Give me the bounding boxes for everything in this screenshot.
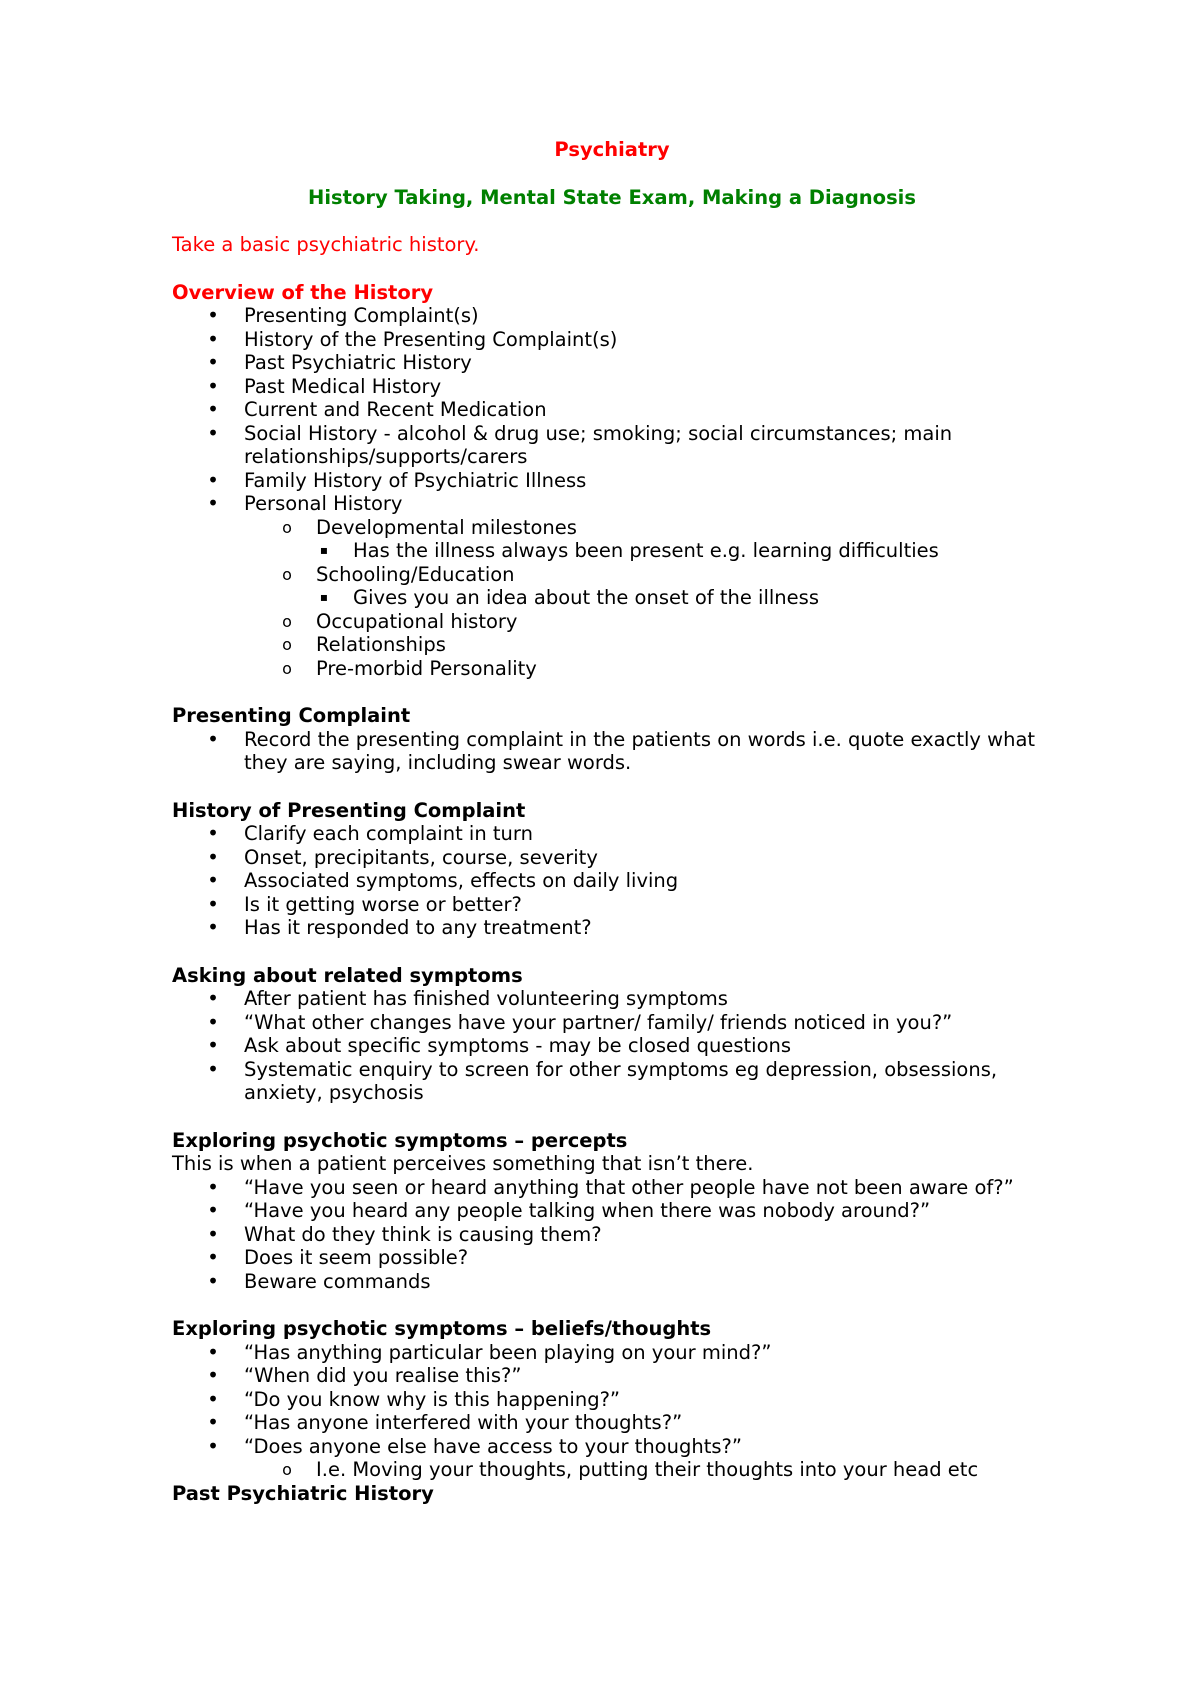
list-item-text: Onset, precipitants, course, severity — [244, 845, 598, 869]
square-bullet-icon: ▪ — [319, 543, 329, 557]
sub-sub-list-item — [172, 539, 1052, 563]
bullet-icon: • — [207, 1056, 219, 1081]
list-item — [172, 1270, 1052, 1294]
list-item-text: Associated symptoms, effects on daily living — [244, 869, 679, 892]
bullet-icon: • — [207, 1033, 219, 1057]
list-item — [172, 846, 1052, 870]
list-item-text: History of the Presenting Complaint(s) — [244, 327, 618, 351]
bullet-icon: • — [207, 420, 219, 445]
related-symptoms-heading: Asking about related symptoms — [172, 963, 523, 987]
presenting-complaint-list — [172, 728, 1052, 775]
bullet-icon: • — [207, 915, 219, 939]
list-item-text: Presenting Complaint(s) — [244, 304, 479, 327]
circle-bullet-icon: o — [282, 635, 292, 654]
bullet-icon: • — [207, 467, 219, 492]
list-item — [172, 728, 1052, 775]
bullet-icon: • — [207, 1339, 219, 1364]
sub-list-item-text: Pre-morbid Personality — [316, 656, 537, 680]
list-item-text: “Do you know why is this happening?” — [244, 1387, 621, 1411]
circle-bullet-icon: o — [282, 564, 292, 584]
hpc-section — [172, 799, 1052, 940]
percepts-heading: Exploring psychotic symptoms – percepts — [172, 1128, 628, 1152]
circle-bullet-icon: o — [282, 517, 292, 537]
list-item-text: “Have you heard any people talking when there was nobody around?” — [244, 1199, 931, 1222]
list-item — [172, 304, 1052, 328]
bullet-icon: • — [207, 821, 219, 845]
list-item-text: Social History - alcohol & drug use; smoking; social circumstances; main relationships/supports/carers — [244, 421, 953, 468]
sub-list-item — [172, 563, 1052, 587]
overview-list — [172, 304, 1052, 516]
list-item-text: “What other changes have your partner/ family/ friends noticed in you?” — [244, 1010, 953, 1034]
schooling-sublist — [172, 586, 1052, 610]
list-item-text: Past Psychiatric History — [244, 351, 472, 374]
percepts-intro: This is when a patient perceives something that isn’t there. — [172, 1152, 754, 1175]
list-item-text: Current and Recent Medication — [244, 398, 547, 421]
developmental-sublist — [172, 539, 1052, 563]
presenting-complaint-section — [172, 704, 1052, 775]
sub-list-item — [172, 1458, 1052, 1482]
overview-section — [172, 281, 1052, 681]
list-item — [172, 469, 1052, 493]
bullet-icon: • — [207, 986, 219, 1010]
bullet-icon: • — [207, 491, 219, 515]
list-item — [172, 1246, 1052, 1270]
list-item-text: Family History of Psychiatric Illness — [244, 468, 587, 492]
list-item — [172, 492, 1052, 516]
list-item — [172, 1223, 1052, 1247]
list-item — [172, 1435, 1052, 1459]
list-item — [172, 1411, 1052, 1435]
list-item-text: Past Medical History — [244, 374, 442, 398]
sub-sub-list-item-text: Has the illness always been present e.g. learning difficulties — [353, 539, 939, 562]
list-item-text: Systematic enquiry to screen for other symptoms eg depression, obsessions, anxiety, psychosis — [244, 1057, 998, 1104]
list-item — [172, 1011, 1052, 1035]
list-item — [172, 916, 1052, 940]
bullet-icon: • — [207, 373, 219, 398]
sub-list-item — [172, 610, 1052, 634]
circle-bullet-icon: o — [282, 658, 292, 678]
percepts-list — [172, 1176, 1052, 1294]
sub-list-item-text: I.e. Moving your thoughts, putting their thoughts into your head etc — [316, 1458, 979, 1481]
percepts-section — [172, 1129, 1052, 1294]
hpc-heading: History of Presenting Complaint — [172, 798, 526, 822]
list-item — [172, 1176, 1052, 1200]
beliefs-list — [172, 1341, 1052, 1459]
bullet-icon: • — [207, 1221, 219, 1246]
list-item-text: What do they think is causing them? — [244, 1222, 602, 1246]
list-item — [172, 1034, 1052, 1058]
circle-bullet-icon: o — [282, 1460, 292, 1479]
overview-heading: Overview of the History — [172, 280, 434, 304]
hpc-list — [172, 822, 1052, 940]
list-item — [172, 375, 1052, 399]
sub-sub-list-item-text: Gives you an idea about the onset of the illness — [353, 586, 819, 609]
bullet-icon: • — [207, 1245, 219, 1269]
bullet-icon: • — [207, 1363, 219, 1387]
circle-bullet-icon: o — [282, 611, 292, 631]
list-item-text: Clarify each complaint in turn — [244, 822, 533, 845]
document-content — [172, 138, 1052, 1529]
bullet-icon: • — [207, 1174, 219, 1199]
list-item — [172, 987, 1052, 1011]
list-item-text: “Have you seen or heard anything that other people have not been aware of?” — [244, 1175, 1014, 1199]
bullet-icon: • — [207, 891, 219, 916]
sub-list-item-text: Schooling/Education — [316, 562, 515, 586]
list-item — [172, 822, 1052, 846]
bullet-icon: • — [207, 1386, 219, 1411]
sub-list-item — [172, 516, 1052, 540]
intro-text: Take a basic psychiatric history. — [172, 233, 480, 256]
list-item — [172, 869, 1052, 893]
related-symptoms-list — [172, 987, 1052, 1105]
personal-history-sublist — [172, 516, 1052, 540]
list-item — [172, 1058, 1052, 1105]
list-item-text: “When did you realise this?” — [244, 1364, 522, 1387]
list-item-text: Does it seem possible? — [244, 1246, 469, 1269]
schooling-list — [172, 563, 1052, 587]
list-item — [172, 328, 1052, 352]
beliefs-section — [172, 1317, 1052, 1482]
list-item-text: “Does anyone else have access to your thoughts?” — [244, 1434, 742, 1458]
past-psychiatric-heading: Past Psychiatric History — [172, 1481, 434, 1505]
list-item-text: Record the presenting complaint in the patients on words i.e. quote exactly what they are saying, including swear words. — [244, 727, 1036, 774]
bullet-icon: • — [207, 868, 219, 892]
bullet-icon: • — [207, 1198, 219, 1222]
list-item — [172, 1199, 1052, 1223]
list-item — [172, 893, 1052, 917]
bullet-icon: • — [207, 350, 219, 374]
sub-list-item — [172, 657, 1052, 681]
list-item-text: Has it responded to any treatment? — [244, 916, 592, 939]
list-item-text: Personal History — [244, 492, 403, 515]
list-item-text: After patient has finished volunteering symptoms — [244, 987, 728, 1010]
sub-list-item-text: Developmental milestones — [316, 515, 577, 539]
list-item-text: “Has anyone interfered with your thoughts?” — [244, 1411, 683, 1434]
sub-list-item — [172, 633, 1052, 657]
list-item — [172, 422, 1052, 469]
document-title: Psychiatry — [554, 138, 670, 161]
beliefs-heading: Exploring psychotic symptoms – beliefs/thoughts — [172, 1317, 712, 1340]
bullet-icon: • — [207, 844, 219, 869]
list-item-text: Beware commands — [244, 1269, 431, 1293]
presenting-complaint-heading: Presenting Complaint — [172, 704, 411, 727]
list-item — [172, 351, 1052, 375]
sub-list-item-text: Occupational history — [316, 609, 518, 633]
bullet-icon: • — [207, 1433, 219, 1458]
personal-history-sublist-rest — [172, 610, 1052, 681]
square-bullet-icon: ▪ — [319, 590, 329, 604]
related-symptoms-section — [172, 964, 1052, 1105]
sub-list-item-text: Relationships — [316, 633, 446, 656]
list-item-text: “Has anything particular been playing on your mind?” — [244, 1340, 772, 1364]
bullet-icon: • — [207, 1009, 219, 1034]
past-psychiatric-section — [172, 1482, 1052, 1506]
sub-sub-list-item — [172, 586, 1052, 610]
list-item — [172, 398, 1052, 422]
list-item — [172, 1341, 1052, 1365]
document-subtitle: History Taking, Mental State Exam, Making a Diagnosis — [308, 185, 916, 209]
bullet-icon: • — [207, 303, 219, 327]
list-item — [172, 1364, 1052, 1388]
bullet-icon: • — [207, 326, 219, 351]
bullet-icon: • — [207, 726, 219, 751]
bullet-icon: • — [207, 1268, 219, 1293]
list-item-text: Ask about specific symptoms - may be closed questions — [244, 1034, 792, 1057]
bullet-icon: • — [207, 397, 219, 421]
beliefs-sublist — [172, 1458, 1052, 1482]
bullet-icon: • — [207, 1410, 219, 1434]
list-item — [172, 1388, 1052, 1412]
list-item-text: Is it getting worse or better? — [244, 892, 522, 916]
